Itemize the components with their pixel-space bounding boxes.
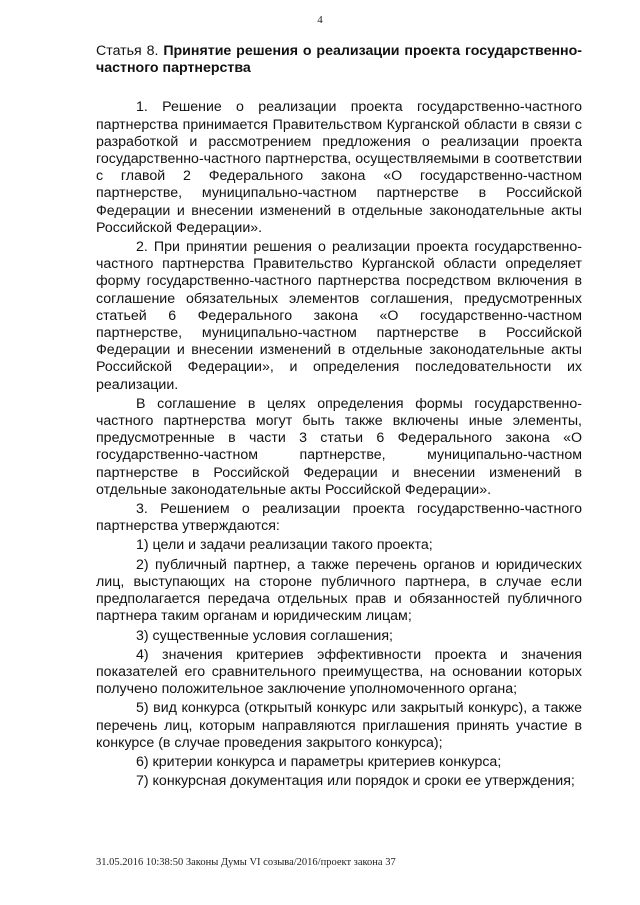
paragraph-1: 1. Решение о реализации проекта государственно-частного партнерства принимается Правительством Курганской области в связи с разработкой и рассмотрением предложения о реализации проекта государственно-частного партнерства, осуществляемыми в соответствии с главой 2 Федерального закона «О государственно-частном партнерстве, муниципально-частном партнерстве в Российской Федерации и внесении изменений в отдельные законодательные акты Российской Федерации». xyxy=(96,99,582,236)
article-label: Статья 8. xyxy=(96,43,159,59)
list-item-6: 6) критерии конкурса и параметры критериев конкурса; xyxy=(136,753,502,770)
list-item-1: 1) цели и задачи реализации такого проекта; xyxy=(136,537,433,554)
article-title: Принятие решения о реализации проекта государственно-частного партнерства xyxy=(96,43,582,77)
list-item-3: 3) существенные условия соглашения; xyxy=(136,627,393,644)
paragraph-2: 2. При принятии решения о реализации проекта государственно-частного партнерства Правительство Курганской области определяет форму государственно-частного партнерства посредством включения в соглашение обязательных элементов соглашения, предусмотренных статьей 6 Федерального закона «О государственно-частном партнерстве, муниципально-частном партнерстве в Российской Федерации и внесении изменений в отдельные законодательные акты Российской Федерации», и определения последовательности их реализации. xyxy=(96,239,582,393)
page-number: 4 xyxy=(317,14,323,26)
document-footer: 31.05.2016 10:38:50 Законы Думы VI созыва/2016/проект закона 37 xyxy=(96,857,396,868)
list-item-4: 4) значения критериев эффективности проекта и значения показателей его сравнительного преимущества, на основании которых получено положительное заключение уполномоченного органа; xyxy=(96,646,582,698)
list-item-7: 7) конкурсная документация или порядок и сроки ее утверждения; xyxy=(136,773,575,790)
paragraph-3: 3. Решением о реализации проекта государственно-частного партнерства утверждаются: xyxy=(96,501,582,535)
list-item-5: 5) вид конкурса (открытый конкурс или закрытый конкурс), а также перечень лиц, которым направляются приглашения принять участие в конкурсе (в случае проведения закрытого конкурса); xyxy=(96,700,582,751)
document-body xyxy=(96,43,582,792)
list-item-2: 2) публичный партнер, а также перечень органов и юридических лиц, выступающих на стороне публичного партнера, в случае если предполагается передача отдельных прав и обязанностей публичного партнера таким органам и юридическим лицам; xyxy=(96,556,582,625)
article-heading xyxy=(96,43,582,77)
paragraph-2-supplement: В соглашение в целях определения формы государственно-частного партнерства могут быть также включены иные элементы, предусмотренные в части 3 статьи 6 Федерального закона «О государственно-частном партнерстве, муниципально-частном партнерстве в Российской Федерации и внесении изменений в отдельные законодательные акты Российской Федерации». xyxy=(96,395,582,498)
